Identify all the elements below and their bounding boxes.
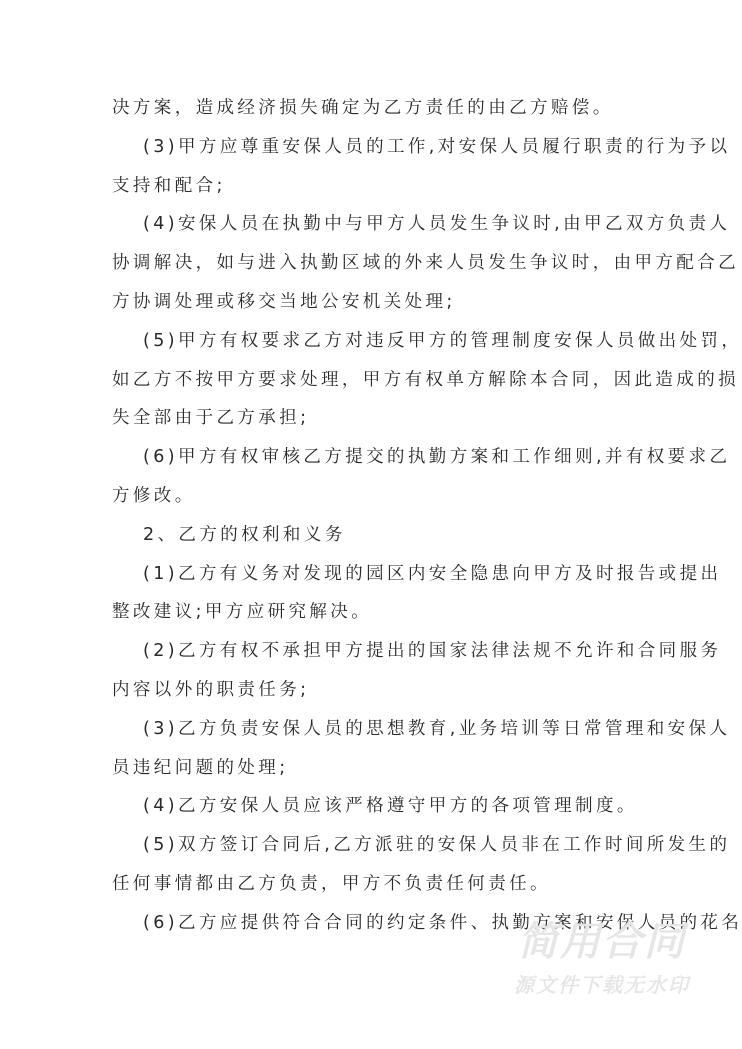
- watermark-title: 简用合同: [518, 919, 686, 965]
- text-line: (5)甲方有权要求乙方对违反甲方的管理制度安保人员做出处罚，: [143, 330, 742, 351]
- text-line: 方协调处理或移交当地公安机关处理;: [112, 291, 456, 312]
- text-line: 失全部由于乙方承担;: [112, 408, 310, 429]
- text-line: 任何事情都由乙方负责，甲方不负责任何责任。: [112, 873, 551, 894]
- text-line: 如乙方不按甲方要求处理，甲方有权单方解除本合同，因此造成的损: [112, 369, 739, 390]
- text-line: 员违纪问题的处理;: [112, 757, 289, 778]
- text-line: 支持和配合;: [112, 175, 226, 196]
- text-line: (4)乙方安保人员应该严格遵守甲方的各项管理制度。: [143, 796, 638, 817]
- watermark: [512, 920, 692, 1000]
- text-line: (3)甲方应尊重安保人员的工作,对安保人员履行职责的行为予以: [143, 136, 731, 157]
- text-line: (3)乙方负责安保人员的思想教育,业务培训等日常管理和安保人: [143, 718, 731, 739]
- watermark-subtitle: 源文件下载无水印: [514, 973, 690, 997]
- text-line: (6)乙方应提供符合合同的约定条件、执勤方案和安保人员的花名: [143, 912, 742, 933]
- section-heading: 2、乙方的权利和义务: [143, 524, 346, 545]
- text-line: 协调解决，如与进入执勤区域的外来人员发生争议时，由甲方配合乙: [112, 253, 739, 274]
- text-line: (1)乙方有义务对发现的园区内安全隐患向甲方及时报告或提出: [143, 563, 722, 584]
- text-line: 方修改。: [112, 485, 196, 506]
- text-line: 决方案，造成经济损失确定为乙方责任的由乙方赔偿。: [112, 98, 614, 118]
- text-line: (6)甲方有权审核乙方提交的执勤方案和工作细则,并有权要求乙: [143, 447, 731, 468]
- text-line: (2)乙方有权不承担甲方提出的国家法律法规不允许和合同服务: [143, 641, 722, 662]
- text-line: (5)双方签订合同后,乙方派驻的安保人员非在工作时间所发生的: [143, 835, 731, 856]
- text-line: 内容以外的职责任务;: [112, 679, 310, 700]
- text-line: (4)安保人员在执勤中与甲方人员发生争议时,由甲乙双方负责人: [143, 214, 731, 235]
- text-line: 整改建议;甲方应研究解决。: [112, 602, 373, 623]
